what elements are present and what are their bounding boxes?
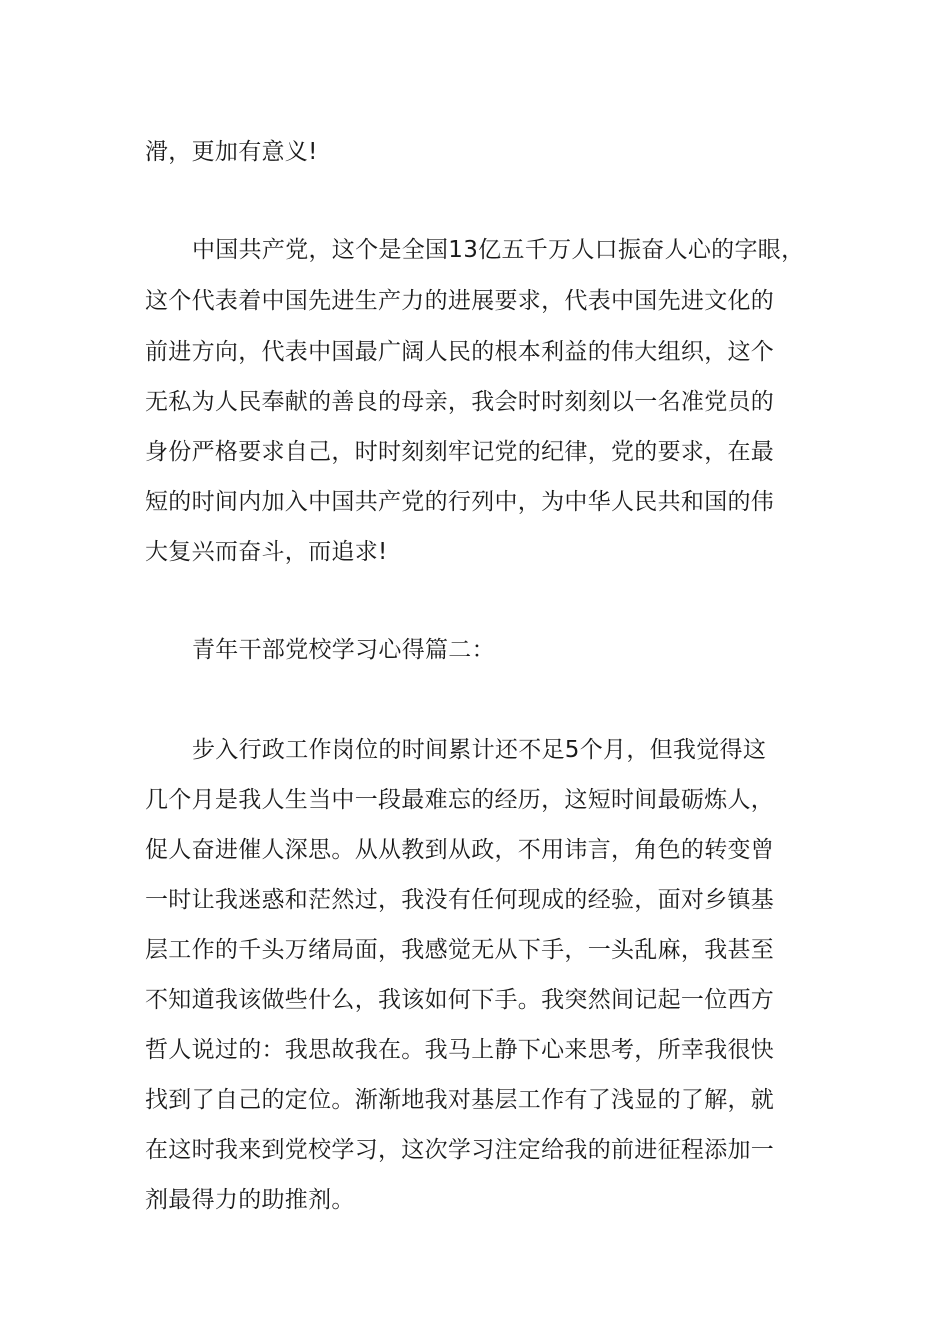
paragraph-line: 不知道我该做些什么，我该如何下手。我突然间记起一位西方 xyxy=(145,987,775,1013)
paragraph-line: 无私为人民奉献的善良的母亲，我会时时刻刻以一名准党员的 xyxy=(145,389,775,415)
paragraph-line: 前进方向，代表中国最广阔人民的根本利益的伟大组织，这个 xyxy=(145,339,775,365)
paragraph-line: 一时让我迷惑和茫然过，我没有任何现成的经验，面对乡镇基 xyxy=(145,887,775,913)
paragraph-line: 层工作的千头万绪局面，我感觉无从下手，一头乱麻，我甚至 xyxy=(145,937,775,963)
paragraph-line: 在这时我来到党校学习，这次学习注定给我的前进征程添加一 xyxy=(145,1137,775,1163)
paragraph-line: 步入行政工作岗位的时间累计还不足5个月，但我觉得这 xyxy=(192,737,767,763)
paragraph-line: 几个月是我人生当中一段最难忘的经历，这短时间最砺炼人， xyxy=(145,787,775,813)
paragraph-line: 身份严格要求自己，时时刻刻牢记党的纪律，党的要求，在最 xyxy=(145,439,775,465)
paragraph-line: 中国共产党，这个是全国13亿五千万人口振奋人心的字眼， xyxy=(192,237,805,263)
paragraph-line: 找到了自己的定位。渐渐地我对基层工作有了浅显的了解，就 xyxy=(145,1087,775,1113)
paragraph-line: 滑，更加有意义! xyxy=(145,139,318,165)
section-heading: 青年干部党校学习心得篇二： xyxy=(192,637,495,663)
paragraph-line: 大复兴而奋斗，而追求! xyxy=(145,539,388,565)
paragraph-line: 短的时间内加入中国共产党的行列中，为中华人民共和国的伟 xyxy=(145,489,775,515)
paragraph-line: 哲人说过的：我思故我在。我马上静下心来思考，所幸我很快 xyxy=(145,1037,775,1063)
paragraph-line: 剂最得力的助推剂。 xyxy=(145,1187,355,1213)
paragraph-line: 促人奋进催人深思。从从教到从政，不用讳言，角色的转变曾 xyxy=(145,837,775,863)
paragraph-line: 这个代表着中国先进生产力的进展要求，代表中国先进文化的 xyxy=(145,288,775,314)
